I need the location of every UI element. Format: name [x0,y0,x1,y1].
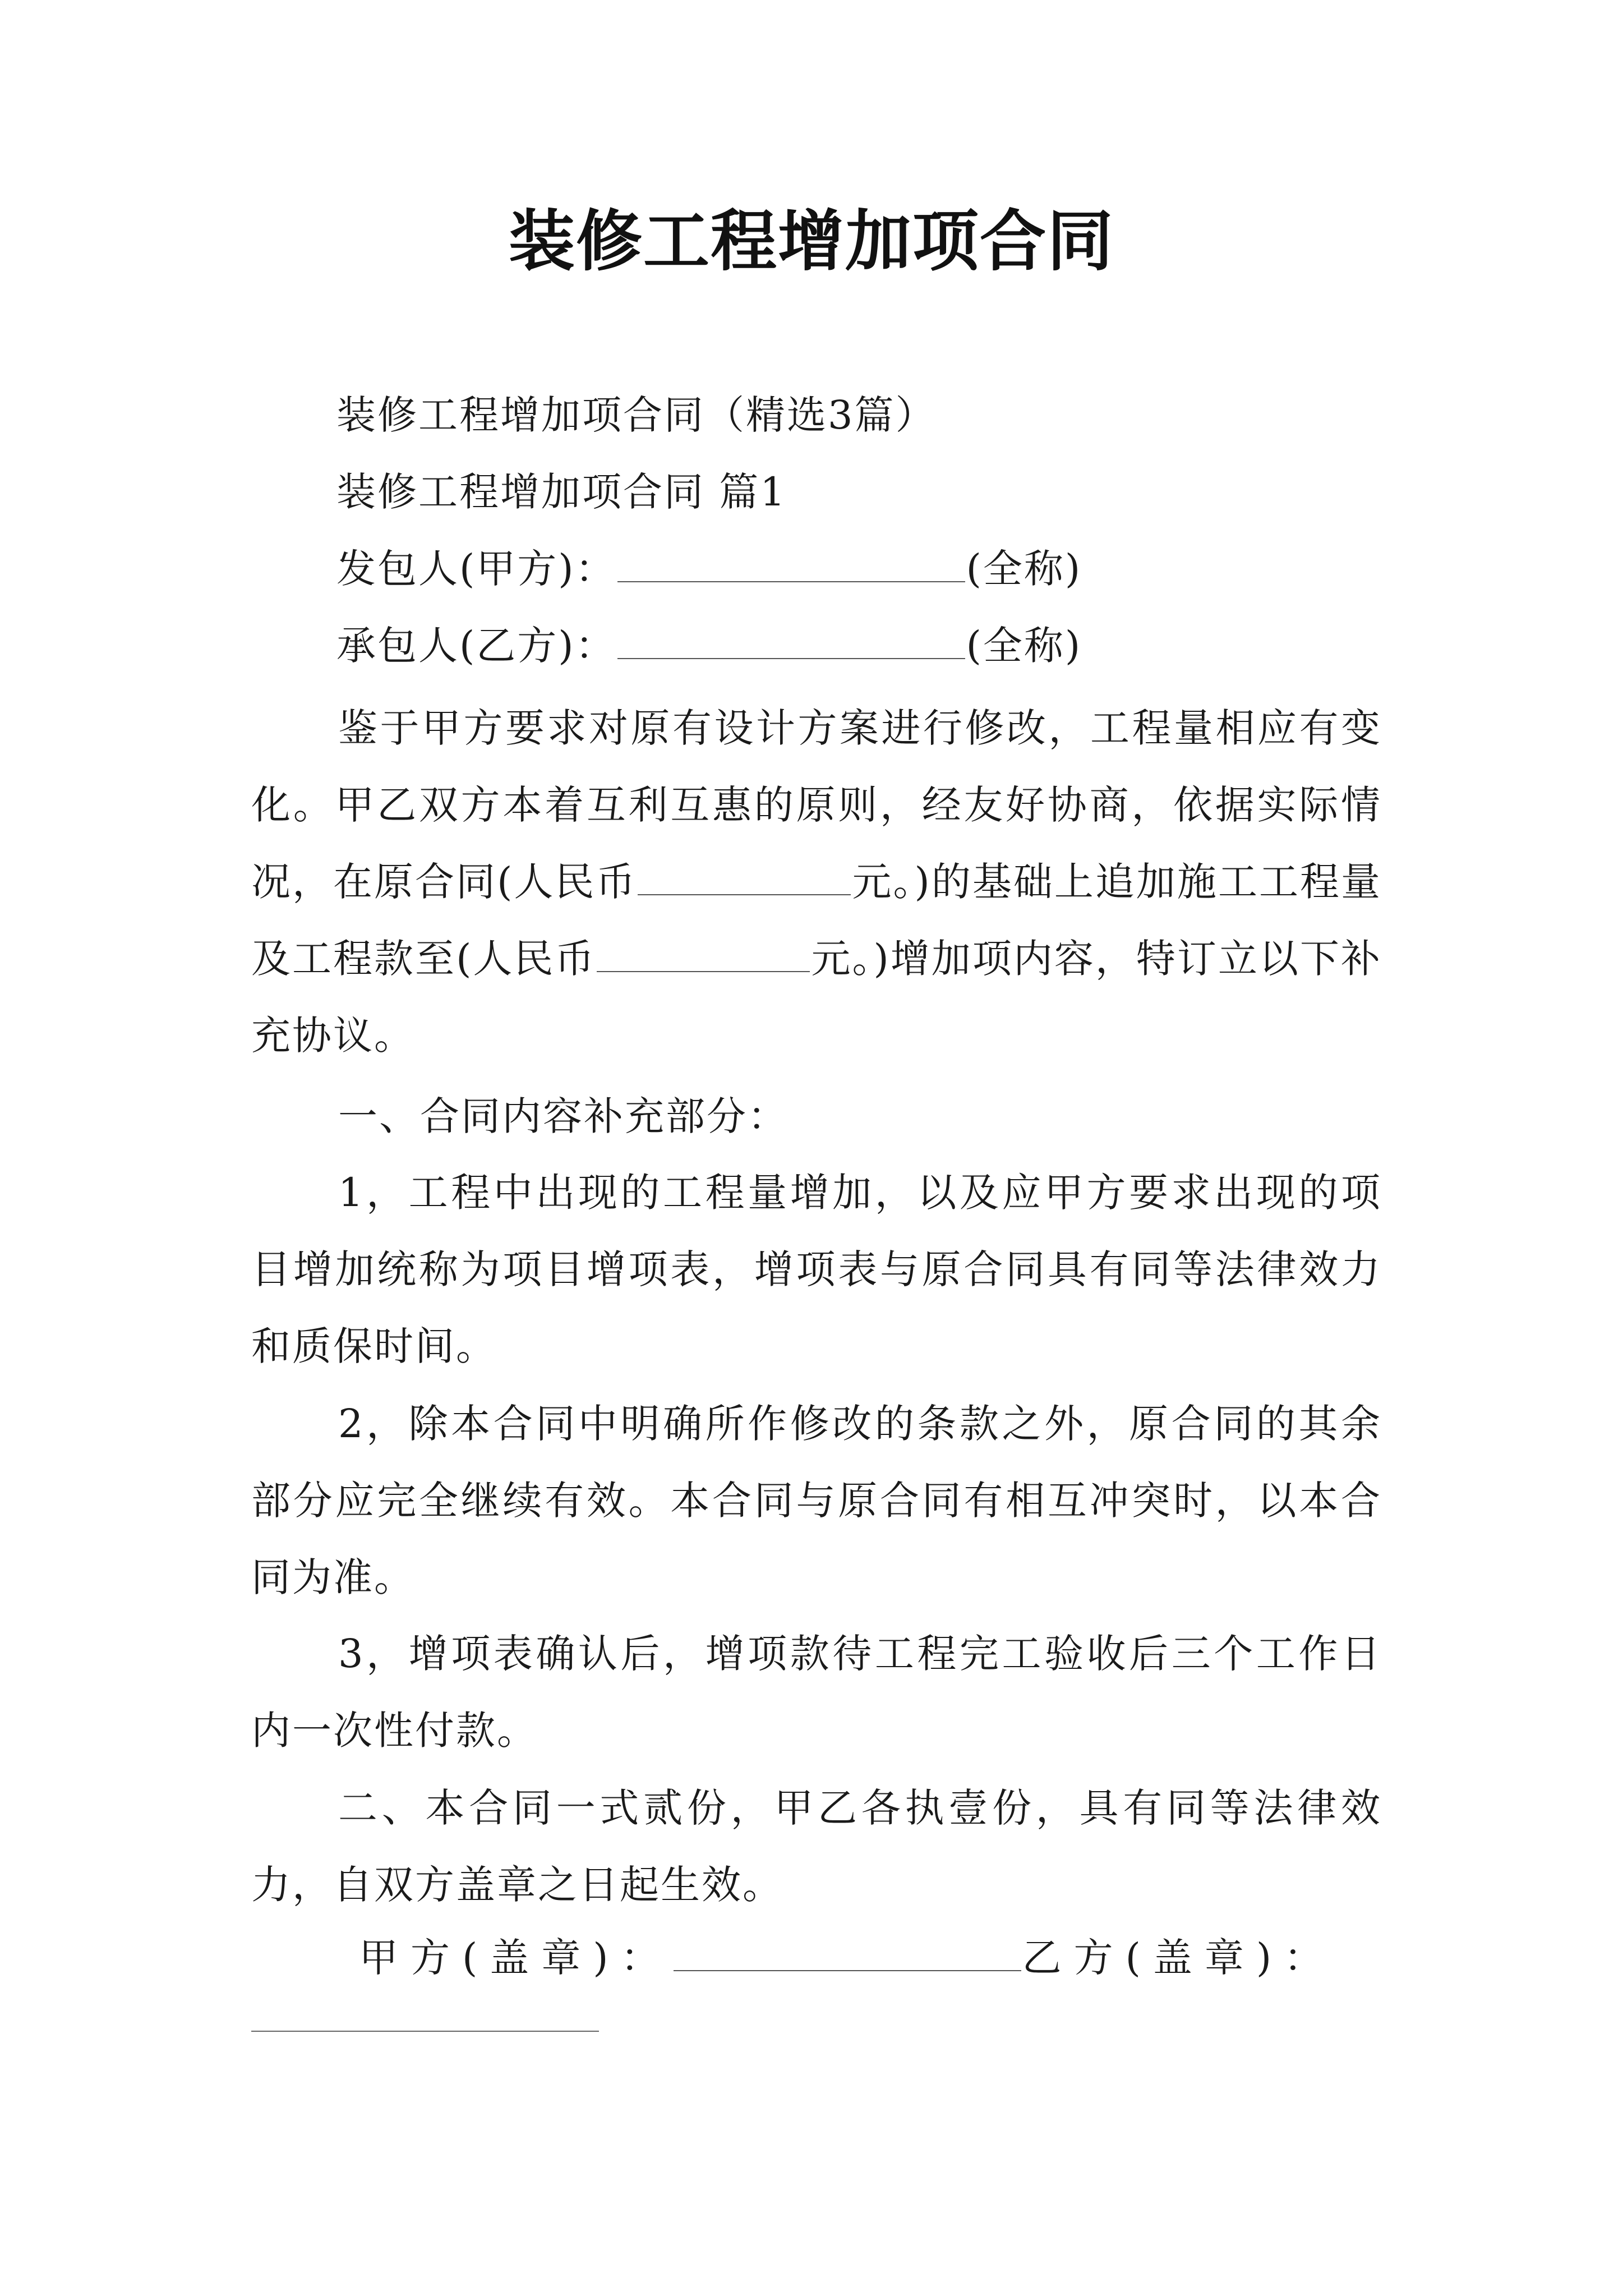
clause-1-heading: 一、合同内容补充部分： [338,1093,789,1139]
new-amount-blank [597,936,810,972]
party-a-fullname-note: (全称) [966,546,1082,592]
clause-1-item-2: 2，除本合同中明确所作修改的条款之外，原合同的其余部分应完全继续有效。本合同与原合同有相互冲突时，以本合同为准。 [251,1401,1382,1600]
signature-line [359,1930,1335,1986]
intro-text-3: 元。)增加项内容，特订立以下补充协议。 [251,936,1382,1059]
clause-2: 二、本合同一式贰份，甲乙各执壹份，具有同等法律效力，自双方盖章之日起生效。 [251,1785,1382,1908]
section-heading: 装修工程增加项合同 篇1 [336,469,787,515]
party-a-blank [617,546,965,582]
signature-a-blank [674,1935,1021,1971]
party-b-label: 承包人(乙方)： [336,623,616,669]
intro-text-1: 鉴于甲方要求对原有设计方案进行修改，工程量相应有变化。甲乙双方本着互利互惠的原则，经友好协商，依据实际情况，在原合同(人民币 [251,705,1382,905]
party-a-line [336,541,1082,597]
clause-1-item-1: 1，工程中出现的工程量增加，以及应甲方要求出现的项目增加统称为项目增项表，增项表与原合同具有同等法律效力和质保时间。 [251,1170,1382,1369]
party-b-blank [617,623,965,659]
document-title: 装修工程增加项合同 [508,203,1114,280]
intro-paragraph [251,690,1382,1074]
intro-text-2: 元。)的基础上追加施工工程量及工程款至(人民币 [251,859,1382,982]
signature-b-blank [251,2031,599,2032]
document-subtitle: 装修工程增加项合同（精选3篇） [336,392,937,438]
party-b-fullname-note: (全称) [966,623,1082,669]
party-a-label: 发包人(甲方)： [336,546,616,592]
signature-b-label: 乙方(盖章)： [1022,1935,1336,1981]
signature-a-label: 甲方(盖章)： [359,1935,672,1981]
party-b-line [336,618,1082,674]
clause-1-item-3: 3，增项表确认后，增项款待工程完工验收后三个工作日内一次性付款。 [251,1631,1382,1754]
original-amount-blank [638,859,851,895]
